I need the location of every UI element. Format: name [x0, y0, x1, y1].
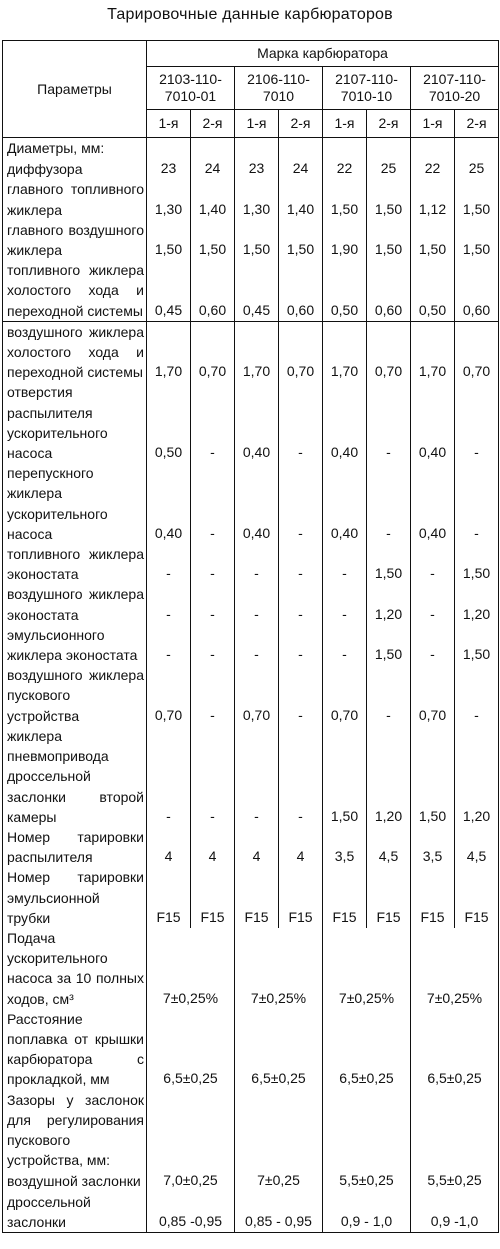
value-cell: 0,60 [367, 260, 411, 321]
value-cell: F15 [455, 867, 499, 928]
table-row [3, 625, 499, 665]
chamber-header: 1-я [235, 110, 279, 138]
value-cell: - [235, 544, 279, 584]
value-cell: - [279, 584, 323, 624]
value-cell: - [147, 584, 191, 624]
param-label: дроссельной заслонки [3, 1192, 147, 1233]
merged-value-cell: 7±0,25% [411, 928, 499, 1009]
value-cell: - [367, 463, 411, 544]
value-cell: 1,30 [147, 179, 191, 219]
table-row [3, 321, 499, 382]
value-cell: 0,70 [455, 321, 499, 382]
table-row [3, 1170, 499, 1191]
value-cell: 0,60 [279, 260, 323, 321]
value-cell: 0,40 [323, 382, 367, 463]
value-cell: - [279, 544, 323, 584]
value-cell: 1,70 [147, 321, 191, 382]
empty-cell [191, 138, 235, 159]
value-cell: 25 [367, 158, 411, 179]
model-header: 2106-110-7010 [235, 67, 323, 110]
value-cell: - [411, 625, 455, 665]
value-cell: 3,5 [323, 827, 367, 867]
value-cell: - [147, 625, 191, 665]
value-cell: 1,90 [323, 220, 367, 260]
value-cell: 1,50 [455, 544, 499, 584]
merged-value-cell: 6,5±0,25 [235, 1009, 323, 1090]
table-row [3, 665, 499, 726]
model-header: 2107-110-7010-10 [323, 67, 411, 110]
empty-cell [411, 1090, 499, 1171]
value-cell: 4,5 [455, 827, 499, 867]
value-cell: 0,40 [235, 382, 279, 463]
value-cell: 25 [455, 158, 499, 179]
value-cell: 1,40 [279, 179, 323, 219]
value-cell: 1,50 [279, 220, 323, 260]
value-cell: 1,20 [367, 584, 411, 624]
table-row [3, 1009, 499, 1090]
merged-value-cell: 7±0,25 [235, 1170, 323, 1191]
table-row [3, 158, 499, 179]
chamber-header: 1-я [411, 110, 455, 138]
value-cell: 3,5 [411, 827, 455, 867]
value-cell: 1,50 [367, 220, 411, 260]
param-label: Зазоры у заслонок для регулирования пускового устройства, мм: [3, 1090, 147, 1171]
empty-cell [367, 138, 411, 159]
value-cell: - [455, 382, 499, 463]
value-cell: 1,70 [235, 321, 279, 382]
chamber-header: 2-я [279, 110, 323, 138]
merged-value-cell: 7,0±0,25 [147, 1170, 235, 1191]
value-cell: F15 [279, 867, 323, 928]
param-label: Подача ускорительного насоса за 10 полных ходов, см³ [3, 928, 147, 1009]
value-cell: - [411, 584, 455, 624]
param-label: воздушного жиклера холостого хода и переходной системы [3, 321, 147, 382]
value-cell: - [367, 382, 411, 463]
merged-value-cell: 6,5±0,25 [323, 1009, 411, 1090]
value-cell: 0,70 [235, 665, 279, 726]
merged-value-cell: 7±0,25% [147, 928, 235, 1009]
value-cell: F15 [411, 867, 455, 928]
value-cell: 1,50 [191, 220, 235, 260]
value-cell: 0,60 [191, 260, 235, 321]
value-cell: 1,50 [455, 179, 499, 219]
merged-value-cell: 5,5±0,25 [411, 1170, 499, 1191]
chamber-header: 2-я [191, 110, 235, 138]
merged-value-cell: 7±0,25% [323, 928, 411, 1009]
value-cell: 1,50 [367, 544, 411, 584]
table-row [3, 1090, 499, 1171]
chamber-header: 2-я [455, 110, 499, 138]
value-cell: 4,5 [367, 827, 411, 867]
value-cell: - [147, 726, 191, 827]
value-cell: - [191, 625, 235, 665]
param-label: Номер тарировки распылителя [3, 827, 147, 867]
value-cell: 1,50 [147, 220, 191, 260]
table-row [3, 220, 499, 260]
value-cell: - [323, 544, 367, 584]
param-label: воздушной заслонки [3, 1170, 147, 1191]
value-cell: - [411, 544, 455, 584]
value-cell: - [191, 584, 235, 624]
value-cell: - [191, 665, 235, 726]
chamber-header: 1-я [323, 110, 367, 138]
value-cell: 0,60 [455, 260, 499, 321]
value-cell: - [279, 463, 323, 544]
empty-cell [455, 138, 499, 159]
param-header: Параметры [3, 41, 147, 138]
table-row [3, 928, 499, 1009]
page-title: Тарировочные данные карбюраторов [107, 6, 393, 23]
param-label: Расстояние поплавка от крышки карбюратора с прокладкой, мм [3, 1009, 147, 1090]
value-cell: 0,40 [411, 463, 455, 544]
value-cell: 22 [323, 158, 367, 179]
value-cell: - [455, 665, 499, 726]
value-cell: - [191, 726, 235, 827]
value-cell: 1,40 [191, 179, 235, 219]
empty-cell [147, 1090, 235, 1171]
value-cell: - [191, 544, 235, 584]
value-cell: 1,50 [411, 220, 455, 260]
merged-value-cell: 0,9 - 1,0 [323, 1192, 411, 1233]
merged-value-cell: 0,85 -0,95 [147, 1192, 235, 1233]
value-cell: - [235, 726, 279, 827]
value-cell: - [279, 726, 323, 827]
value-cell: 0,70 [191, 321, 235, 382]
table-row [3, 584, 499, 624]
value-cell: 0,50 [323, 260, 367, 321]
value-cell: 0,45 [235, 260, 279, 321]
chamber-header: 2-я [367, 110, 411, 138]
value-cell: F15 [235, 867, 279, 928]
value-cell: 0,70 [147, 665, 191, 726]
value-cell: - [455, 463, 499, 544]
table-row [3, 827, 499, 867]
value-cell: 1,30 [235, 179, 279, 219]
value-cell: 1,50 [411, 726, 455, 827]
value-cell: 0,50 [147, 382, 191, 463]
value-cell: 0,40 [411, 382, 455, 463]
value-cell: 22 [411, 158, 455, 179]
table-row [3, 260, 499, 321]
value-cell: 0,70 [323, 665, 367, 726]
value-cell: - [323, 584, 367, 624]
value-cell: 4 [191, 827, 235, 867]
table-row [3, 179, 499, 219]
value-cell: 0,70 [367, 321, 411, 382]
value-cell: 0,70 [411, 665, 455, 726]
value-cell: - [279, 665, 323, 726]
model-header: 2107-110-7010-20 [411, 67, 499, 110]
brand-header: Марка карбюратора [147, 41, 499, 67]
param-label: жиклера пневмопривода дроссельной заслонки второй камеры [3, 726, 147, 827]
value-cell: 1,50 [235, 220, 279, 260]
value-cell: 23 [147, 158, 191, 179]
value-cell: - [191, 463, 235, 544]
table-row [3, 1192, 499, 1233]
merged-value-cell: 6,5±0,25 [147, 1009, 235, 1090]
param-label: эмульсионного жиклера эконостата [3, 625, 147, 665]
table-row [3, 726, 499, 827]
value-cell: 0,70 [279, 321, 323, 382]
param-label: диффузора [3, 158, 147, 179]
param-label: топливного жиклера эконостата [3, 544, 147, 584]
value-cell: - [147, 544, 191, 584]
chamber-header: 1-я [147, 110, 191, 138]
value-cell: 0,40 [323, 463, 367, 544]
value-cell: F15 [147, 867, 191, 928]
merged-value-cell: 0,9 -1,0 [411, 1192, 499, 1233]
value-cell: 1,50 [367, 179, 411, 219]
value-cell: 1,50 [323, 726, 367, 827]
merged-value-cell: 7±0,25% [235, 928, 323, 1009]
value-cell: 1,50 [323, 179, 367, 219]
value-cell: 1,50 [455, 220, 499, 260]
value-cell: - [235, 584, 279, 624]
group-heading-row [3, 138, 499, 159]
empty-cell [323, 138, 367, 159]
value-cell: 24 [279, 158, 323, 179]
value-cell: F15 [191, 867, 235, 928]
empty-cell [235, 138, 279, 159]
value-cell: 4 [235, 827, 279, 867]
empty-cell [235, 1090, 323, 1171]
value-cell: 1,50 [367, 625, 411, 665]
param-label: отверстия распылителя ускорительного насоса [3, 382, 147, 463]
param-label: топливного жиклера холостого хода и переходной системы [3, 260, 147, 321]
param-label: Номер тарировки эмульсионной трубки [3, 867, 147, 928]
merged-value-cell: 0,85 - 0,95 [235, 1192, 323, 1233]
value-cell: 1,20 [367, 726, 411, 827]
value-cell: 0,40 [147, 463, 191, 544]
value-cell: 1,20 [455, 726, 499, 827]
value-cell: 0,50 [411, 260, 455, 321]
value-cell: 4 [147, 827, 191, 867]
group-heading: Диаметры, мм: [3, 138, 147, 159]
merged-value-cell: 5,5±0,25 [323, 1170, 411, 1191]
value-cell: - [279, 382, 323, 463]
value-cell: F15 [367, 867, 411, 928]
model-header: 2103-110-7010-01 [147, 67, 235, 110]
merged-value-cell: 6,5±0,25 [411, 1009, 499, 1090]
table-row [3, 382, 499, 463]
value-cell: - [279, 625, 323, 665]
param-label: воздушного жиклера пускового устройства [3, 665, 147, 726]
value-cell: 24 [191, 158, 235, 179]
value-cell: 4 [279, 827, 323, 867]
param-label: главного воздушного жиклера [3, 220, 147, 260]
value-cell: 1,20 [455, 584, 499, 624]
table-row [3, 867, 499, 928]
value-cell: 1,12 [411, 179, 455, 219]
value-cell: 23 [235, 158, 279, 179]
empty-cell [411, 138, 455, 159]
value-cell: 1,70 [411, 321, 455, 382]
value-cell: 0,40 [235, 463, 279, 544]
empty-cell [147, 138, 191, 159]
value-cell: F15 [323, 867, 367, 928]
table-body [3, 138, 499, 1233]
value-cell: - [367, 665, 411, 726]
empty-cell [279, 138, 323, 159]
param-label: главного топливного жиклера [3, 179, 147, 219]
table-row [3, 544, 499, 584]
param-label: перепускного жиклера ускорительного насоса [3, 463, 147, 544]
value-cell: 0,45 [147, 260, 191, 321]
carburetor-calibration-table [2, 40, 499, 1233]
value-cell: - [191, 382, 235, 463]
value-cell: 1,50 [455, 625, 499, 665]
value-cell: - [323, 625, 367, 665]
value-cell: - [235, 625, 279, 665]
empty-cell [323, 1090, 411, 1171]
param-label: воздушного жиклера эконостата [3, 584, 147, 624]
value-cell: 1,70 [323, 321, 367, 382]
table-row [3, 463, 499, 544]
